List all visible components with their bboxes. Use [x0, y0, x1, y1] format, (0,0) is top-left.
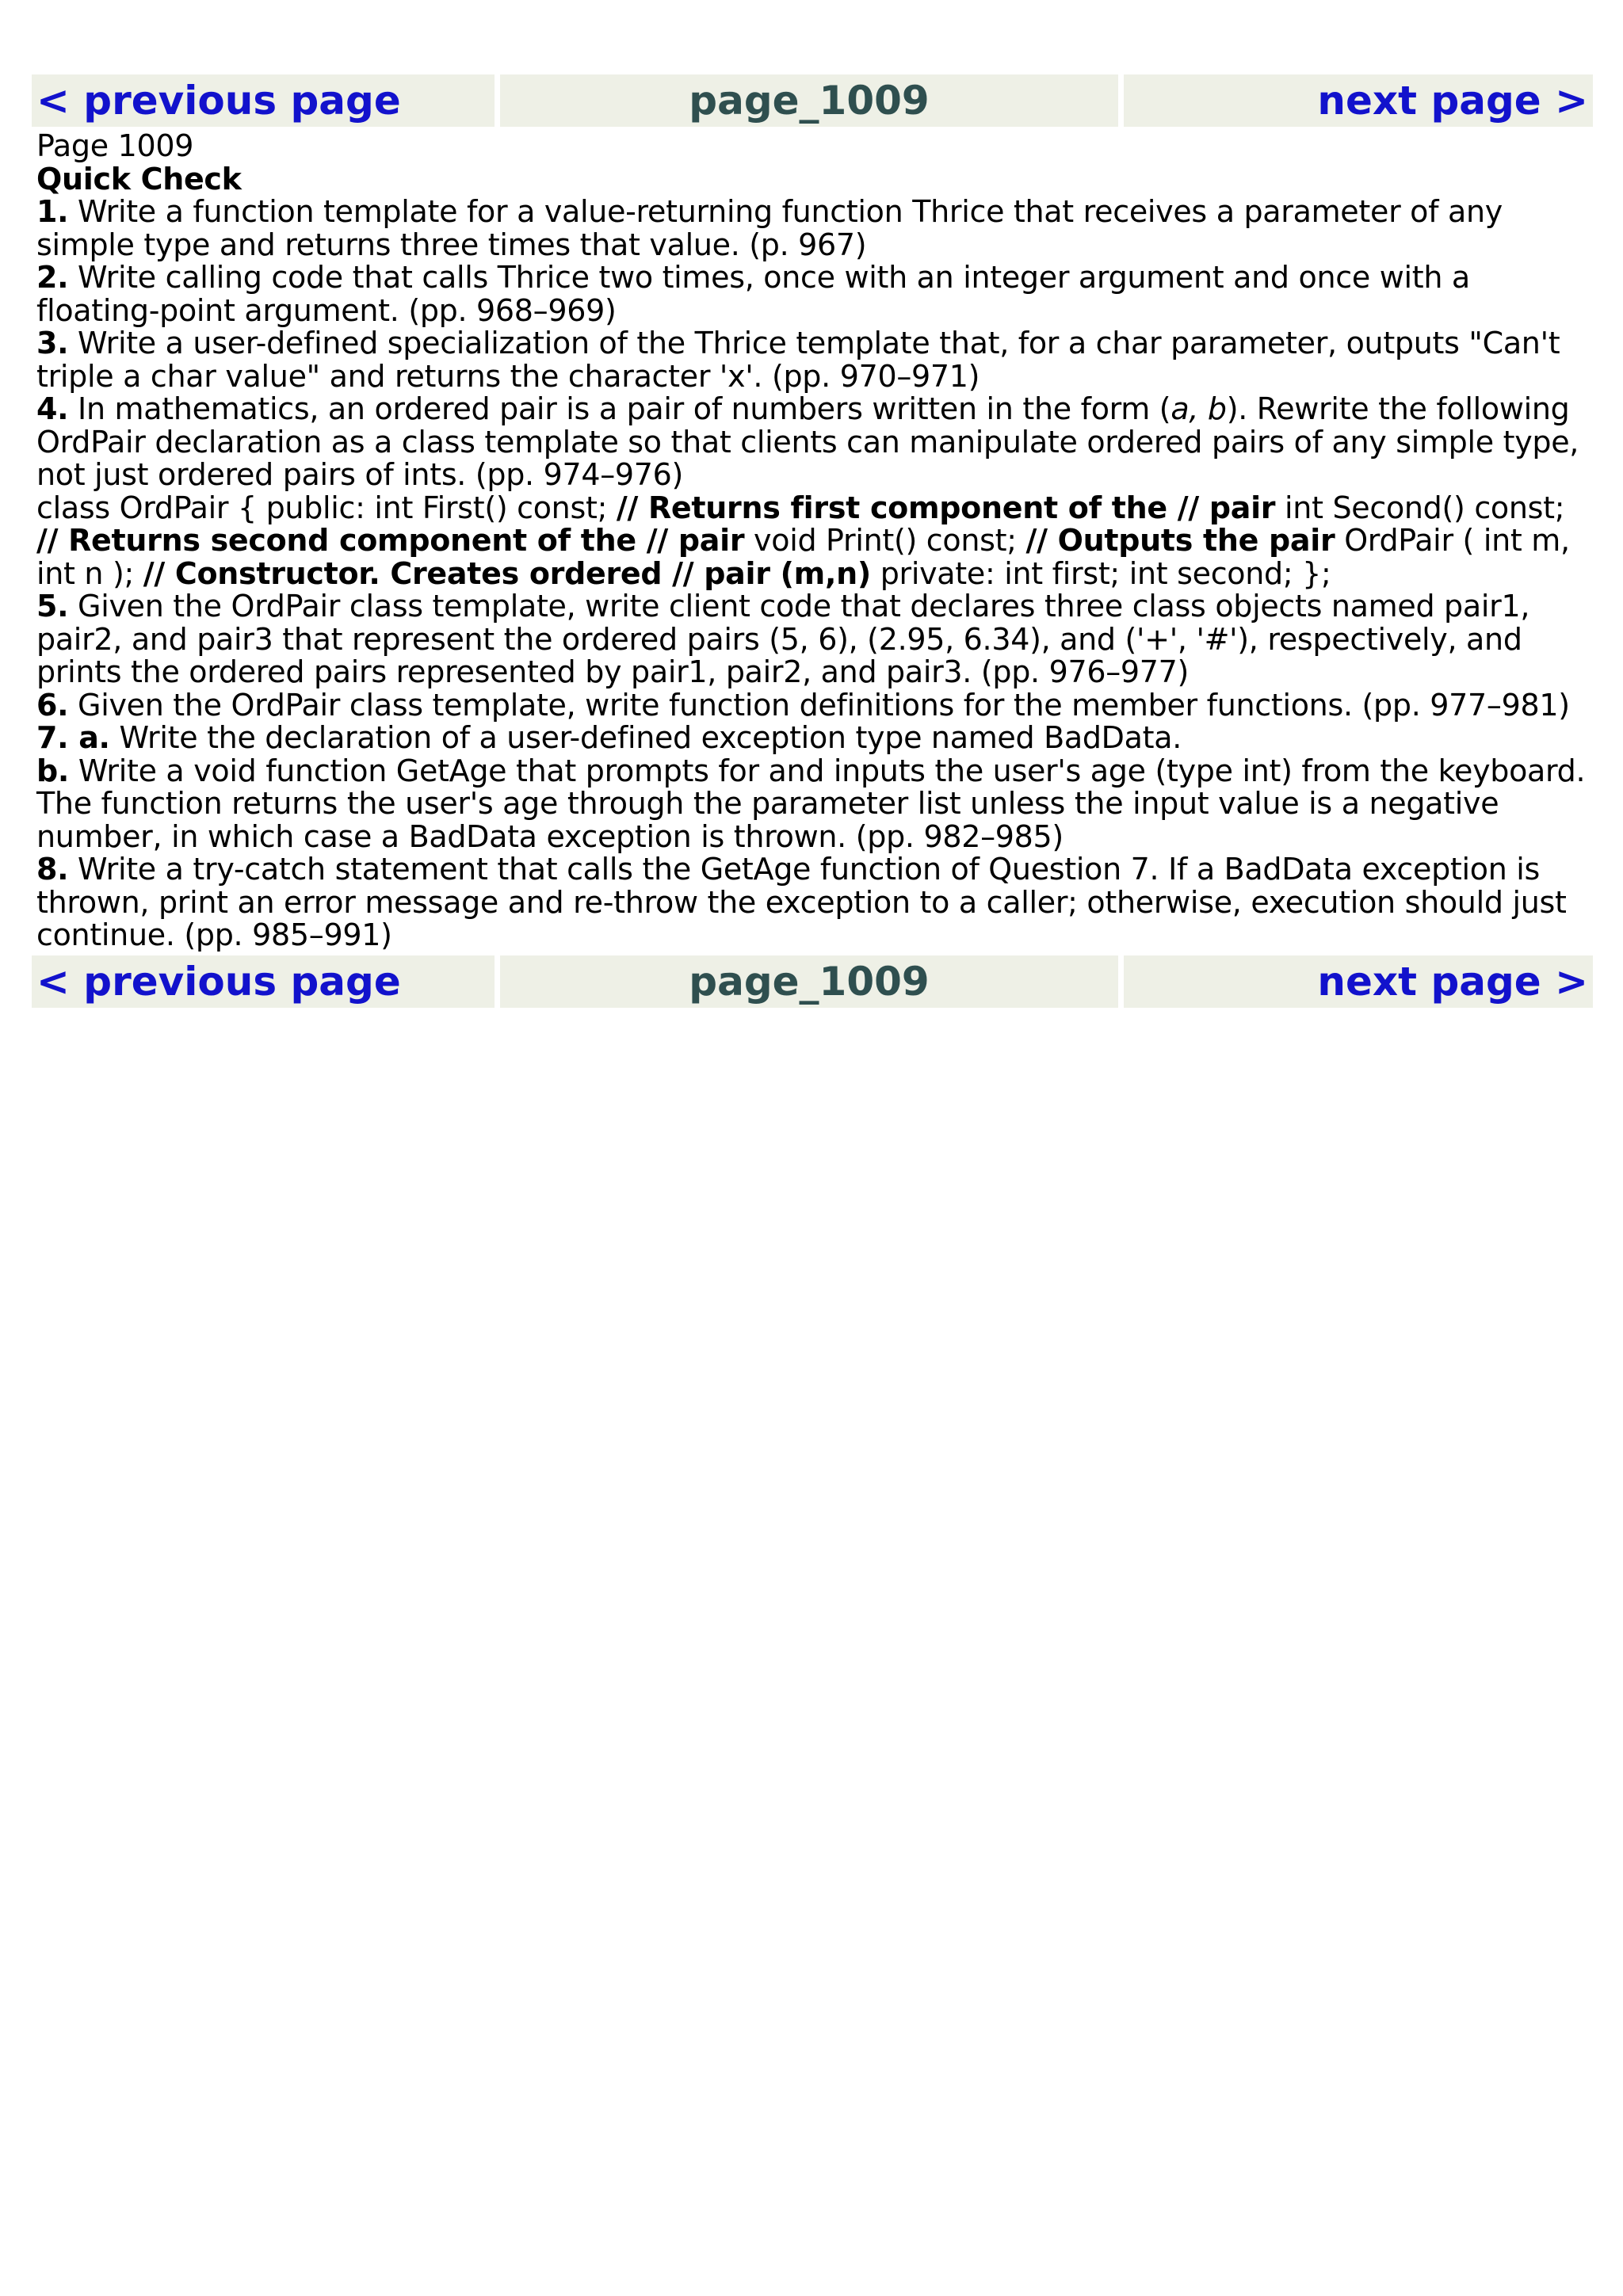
code-block: [36, 492, 1590, 591]
question-5: [36, 590, 1590, 689]
next-page-link[interactable]: next page >: [1124, 955, 1593, 1008]
question-3: [36, 327, 1590, 393]
code-text: private: int first; int second; };: [870, 555, 1331, 591]
code-comment: // Constructor. Creates ordered // pair (m,n): [143, 555, 871, 591]
question-text: In mathematics, an ordered pair is a pair of numbers written in the form (: [68, 391, 1171, 426]
question-text: Given the OrdPair class template, write function definitions for the member functions. (pp. 977–981): [68, 687, 1570, 723]
question-number: b.: [36, 753, 70, 788]
previous-page-link[interactable]: < previous page: [32, 74, 495, 127]
code-comment: // Outputs the pair: [1025, 523, 1335, 558]
question-number: 4.: [36, 391, 69, 426]
question-text: Given the OrdPair class template, write client code that declares three class objects named pair1, pair2, and pair3 that represent the ordered pairs (5, 6), (2.95, 6.34), and ('+', '#'), respectively, and prints the ordered pairs represented by pair1, pair2, and pair3. (pp. 976–977): [36, 589, 1530, 689]
question-1: [36, 196, 1590, 261]
question-text: Write a try-catch statement that calls the GetAge function of Question 7. If a BadData exception is thrown, print an error message and re-throw the exception to a caller; otherwise, execution should just continue. (pp. 985–991): [36, 852, 1567, 952]
question-8: [36, 853, 1590, 952]
question-4: [36, 393, 1590, 492]
variable-separator: ,: [1189, 391, 1208, 426]
question-number: 8.: [36, 852, 69, 887]
bottom-nav-bar: [32, 955, 1593, 1008]
question-2: [36, 261, 1590, 327]
code-text: int Second() const;: [1275, 490, 1565, 525]
page-indicator: page_1009: [500, 955, 1118, 1008]
code-text: class OrdPair { public: int First() const;: [36, 490, 617, 525]
code-text: OrdPair ( int m, int n );: [36, 523, 1570, 591]
question-7a: [36, 722, 1590, 755]
section-title: Quick Check: [36, 161, 242, 196]
question-number: 7. a.: [36, 720, 110, 755]
page: [32, 74, 1593, 1008]
question-number: 1.: [36, 194, 69, 229]
question-6: [36, 689, 1590, 723]
question-7b: [36, 755, 1590, 854]
top-nav-bar: [32, 74, 1593, 127]
page-indicator: page_1009: [500, 74, 1118, 127]
variable-b: b: [1207, 391, 1227, 426]
question-text: ). Rewrite the following OrdPair declaration as a class template so that clients can manipulate ordered pairs of any simple type, not just ordered pairs of ints. (pp. 974–976): [36, 391, 1579, 492]
question-number: 3.: [36, 326, 69, 360]
question-number: 5.: [36, 589, 69, 624]
code-comment: // Returns first component of the // pair: [616, 490, 1276, 525]
question-text: Write a function template for a value-returning function Thrice that receives a parameter of any simple type and returns three times that value. (p. 967): [36, 194, 1503, 262]
question-text: Write a user-defined specialization of the Thrice template that, for a char parameter, outputs "Can't triple a char value" and returns the character 'x'. (pp. 970–971): [36, 326, 1560, 394]
page-content: [32, 127, 1593, 955]
code-comment: // Returns second component of the // pair: [36, 523, 745, 558]
question-text: Write the declaration of a user-defined exception type named BadData.: [109, 720, 1182, 755]
question-number: 6.: [36, 687, 69, 723]
variable-a: a: [1170, 391, 1190, 426]
code-text: void Print() const;: [744, 523, 1026, 558]
question-number: 2.: [36, 260, 69, 295]
question-text: Write a void function GetAge that prompts for and inputs the user's age (type int) from the keyboard. The function returns the user's age through the parameter list unless the input value is a negative number, in which case a BadData exception is thrown. (pp. 982–985): [36, 753, 1586, 854]
page-label: Page 1009: [36, 128, 194, 163]
question-text: Write calling code that calls Thrice two times, once with an integer argument and once with a floating-point argument. (pp. 968–969): [36, 260, 1470, 328]
previous-page-link[interactable]: < previous page: [32, 955, 495, 1008]
next-page-link[interactable]: next page >: [1124, 74, 1593, 127]
